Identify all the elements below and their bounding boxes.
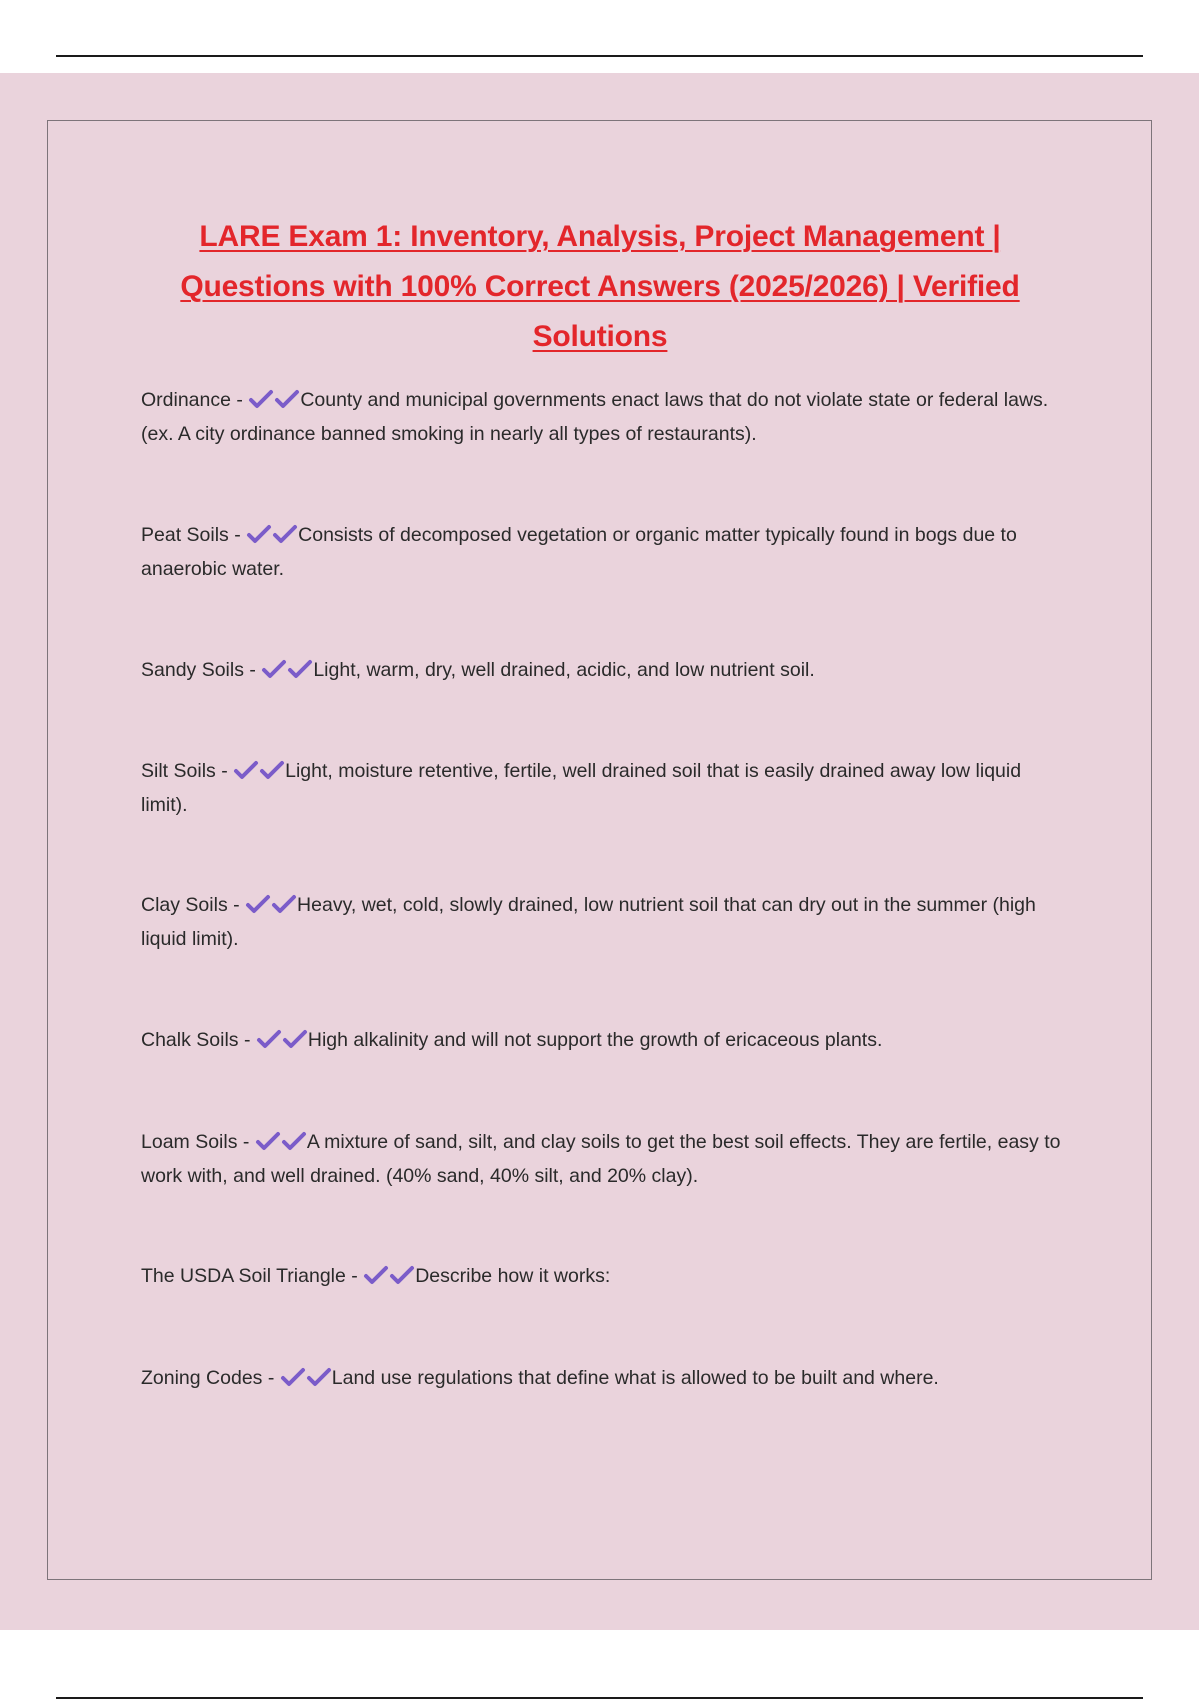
check-icon [306, 1367, 332, 1387]
document-title: LARE Exam 1: Inventory, Analysis, Project Management | Questions with 100% Correct Answers (2025/2026) | Verified Solutions [180, 220, 1020, 353]
check-icon [272, 524, 298, 544]
check-icon [246, 524, 272, 544]
qa-item-clay-soils [141, 888, 1061, 956]
qa-term: Clay Soils [141, 894, 228, 916]
check-icon [287, 659, 313, 679]
qa-separator: - [237, 1131, 255, 1153]
page-header-rule [56, 55, 1143, 57]
qa-definition: Light, moisture retentive, fertile, well drained soil that is easily drained away low liquid limit). [141, 760, 1022, 816]
check-icon [271, 894, 297, 914]
check-icon [363, 1265, 389, 1285]
qa-separator: - [215, 760, 234, 782]
qa-item-chalk-soils [141, 1023, 1061, 1057]
qa-definition: Consists of decomposed vegetation or organic matter typically found in bogs due to anaerobic water. [141, 524, 1017, 580]
qa-separator: - [345, 1265, 364, 1287]
check-icon [282, 1029, 308, 1049]
check-icon [281, 1131, 307, 1151]
qa-term: The USDA Soil Triangle [141, 1265, 346, 1287]
qa-separator: - [230, 389, 249, 411]
qa-term: Peat Soils [141, 524, 229, 546]
qa-item-loam-soils [141, 1125, 1061, 1193]
qa-definition: Light, warm, dry, well drained, acidic, and low nutrient soil. [313, 659, 815, 681]
qa-definition: County and municipal governments enact laws that do not violate state or federal laws. (ex. A city ordinance banned smoking in nearly all types of restaurants). [141, 389, 1049, 445]
qa-definition: Land use regulations that define what is allowed to be built and where. [331, 1367, 939, 1389]
qa-definition: Describe how it works: [415, 1265, 611, 1287]
qa-separator: - [243, 659, 262, 681]
check-icon [274, 389, 300, 409]
check-icon [255, 1131, 281, 1151]
qa-separator: - [262, 1367, 280, 1389]
qa-separator: - [238, 1029, 256, 1051]
check-icon [280, 1367, 306, 1387]
check-icon [233, 760, 259, 780]
qa-definition: High alkalinity and will not support the growth of ericaceous plants. [307, 1029, 883, 1051]
check-icon [245, 894, 271, 914]
check-icon [389, 1265, 415, 1285]
qa-term: Silt Soils [141, 760, 216, 782]
qa-term: Sandy Soils [141, 659, 244, 681]
qa-term: Zoning Codes [141, 1367, 263, 1389]
check-icon [261, 659, 287, 679]
qa-term: Ordinance [141, 389, 231, 411]
qa-separator: - [227, 894, 246, 916]
qa-item-silt-soils [141, 754, 1061, 822]
check-icon [259, 760, 285, 780]
qa-item-usda-soil-triangle [141, 1259, 1061, 1293]
qa-definition: Heavy, wet, cold, slowly drained, low nutrient soil that can dry out in the summer (high liquid limit). [141, 894, 1036, 950]
qa-item-zoning-codes [141, 1361, 1061, 1395]
check-icon [256, 1029, 282, 1049]
page-footer-rule [56, 1697, 1143, 1699]
qa-item-sandy-soils [141, 653, 1061, 687]
qa-separator: - [228, 524, 247, 546]
check-icon [248, 389, 274, 409]
qa-item-ordinance [141, 383, 1061, 451]
qa-term: Loam Soils [141, 1131, 238, 1153]
qa-term: Chalk Soils [141, 1029, 239, 1051]
qa-item-peat-soils [141, 518, 1061, 586]
qa-definition: A mixture of sand, silt, and clay soils to get the best soil effects. They are fertile, easy to work with, and well drained. (40% sand, 40% silt, and 20% clay). [141, 1131, 1061, 1187]
